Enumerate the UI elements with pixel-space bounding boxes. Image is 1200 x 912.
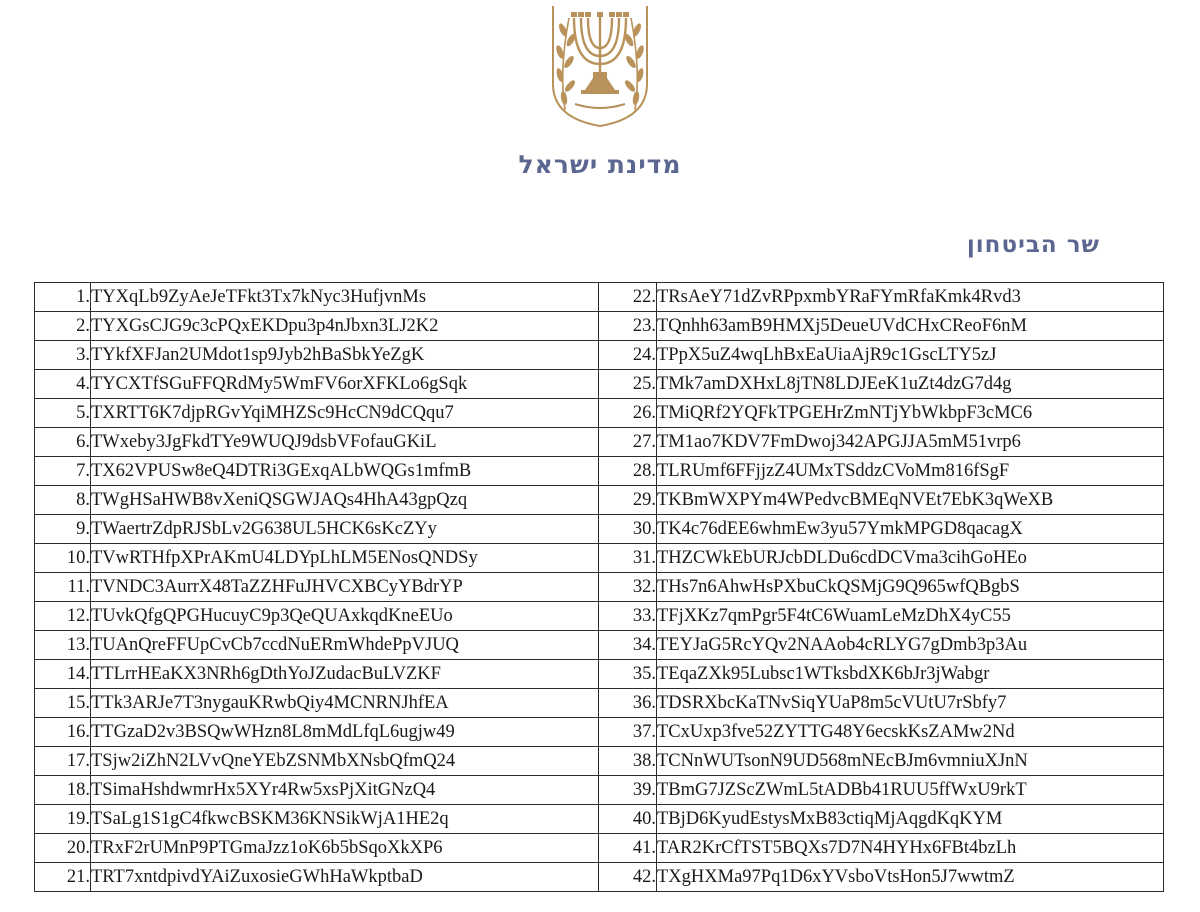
row-number-left: 1. [35,283,91,312]
table-row [35,863,1164,892]
row-number-right: 31. [599,544,657,573]
address-right: TFjXKz7qmPgr5F4tC6WuamLeMzDhX4yC55 [657,602,1164,631]
row-number-left: 7. [35,457,91,486]
table-row [35,602,1164,631]
table-row [35,544,1164,573]
table-row [35,283,1164,312]
address-table-body [35,283,1164,892]
address-right: TXgHXMa97Pq1D6xYVsboVtsHon5J7wwtmZ [657,863,1164,892]
address-left: TWaertrZdpRJSbLv2G638UL5HCK6sKcZYy [91,515,599,544]
address-right: TEYJaG5RcYQv2NAAob4cRLYG7gDmb3p3Au [657,631,1164,660]
table-row [35,573,1164,602]
row-number-left: 16. [35,718,91,747]
address-table [34,282,1164,892]
table-row [35,689,1164,718]
state-name-heading: מדינת ישראל [518,150,682,179]
address-left: TUvkQfgQPGHucuyC9p3QeQUAxkqdKneEUo [91,602,599,631]
table-row [35,486,1164,515]
row-number-left: 18. [35,776,91,805]
address-left: TWgHSaHWB8vXeniQSGWJAQs4HhA43gpQzq [91,486,599,515]
table-row [35,428,1164,457]
address-left: TYXqLb9ZyAeJeTFkt3Tx7kNyc3HufjvnMs [91,283,599,312]
address-right: THZCWkEbURJcbDLDu6cdDCVma3cihGoHEo [657,544,1164,573]
address-right: TLRUmf6FFjjzZ4UMxTSddzCVoMm816fSgF [657,457,1164,486]
row-number-left: 10. [35,544,91,573]
address-right: THs7n6AhwHsPXbuCkQSMjG9Q965wfQBgbS [657,573,1164,602]
row-number-left: 6. [35,428,91,457]
address-left: TYXGsCJG9c3cPQxEKDpu3p4nJbxn3LJ2K2 [91,312,599,341]
address-right: TM1ao7KDV7FmDwoj342APGJJA5mM51vrp6 [657,428,1164,457]
row-number-right: 41. [599,834,657,863]
row-number-left: 20. [35,834,91,863]
table-row [35,457,1164,486]
table-row [35,399,1164,428]
row-number-left: 2. [35,312,91,341]
table-row [35,660,1164,689]
address-left: TSjw2iZhN2LVvQneYEbZSNMbXNsbQfmQ24 [91,747,599,776]
address-right: TBjD6KyudEstysMxB83ctiqMjAqgdKqKYM [657,805,1164,834]
row-number-right: 38. [599,747,657,776]
row-number-left: 12. [35,602,91,631]
row-number-left: 19. [35,805,91,834]
row-number-right: 29. [599,486,657,515]
row-number-right: 32. [599,573,657,602]
address-right: TQnhh63amB9HMXj5DeueUVdCHxCReoF6nM [657,312,1164,341]
row-number-left: 11. [35,573,91,602]
row-number-right: 23. [599,312,657,341]
table-row [35,341,1164,370]
row-number-right: 25. [599,370,657,399]
row-number-left: 15. [35,689,91,718]
row-number-left: 21. [35,863,91,892]
address-right: TDSRXbcKaTNvSiqYUaP8m5cVUtU7rSbfy7 [657,689,1164,718]
address-right: TCxUxp3fve52ZYTTG48Y6ecskKsZAMw2Nd [657,718,1164,747]
row-number-left: 9. [35,515,91,544]
address-left: TSaLg1S1gC4fkwcBSKM36KNSikWjA1HE2q [91,805,599,834]
row-number-left: 3. [35,341,91,370]
state-emblem [545,0,655,128]
row-number-left: 4. [35,370,91,399]
table-row [35,370,1164,399]
address-left: TTGzaD2v3BSQwWHzn8L8mMdLfqL6ugjw49 [91,718,599,747]
table-row [35,747,1164,776]
table-row [35,312,1164,341]
address-left: TSimaHshdwmrHx5XYr4Rw5xsPjXitGNzQ4 [91,776,599,805]
row-number-right: 42. [599,863,657,892]
table-row [35,631,1164,660]
address-right: TMiQRf2YQFkTPGEHrZmNTjYbWkbpF3cMC6 [657,399,1164,428]
address-left: TRT7xntdpivdYAiZuxosieGWhHaWkptbaD [91,863,599,892]
row-number-right: 26. [599,399,657,428]
address-left: TTLrrHEaKX3NRh6gDthYoJZudacBuLVZKF [91,660,599,689]
table-row [35,718,1164,747]
row-number-right: 27. [599,428,657,457]
address-right: TKBmWXPYm4WPedvcBMEqNVEt7EbK3qWeXB [657,486,1164,515]
address-right: TAR2KrCfTST5BQXs7D7N4HYHx6FBt4bzLh [657,834,1164,863]
row-number-right: 36. [599,689,657,718]
address-right: TRsAeY71dZvRPpxmbYRaFYmRfaKmk4Rvd3 [657,283,1164,312]
address-right: TBmG7JZScZWmL5tADBb41RUU5ffWxU9rkT [657,776,1164,805]
address-left: TVwRTHfpXPrAKmU4LDYpLhLM5ENosQNDSy [91,544,599,573]
row-number-right: 35. [599,660,657,689]
row-number-right: 30. [599,515,657,544]
address-left: TTk3ARJe7T3nygauKRwbQiy4MCNRNJhfEA [91,689,599,718]
row-number-right: 40. [599,805,657,834]
address-left: TYCXTfSGuFFQRdMy5WmFV6orXFKLo6gSqk [91,370,599,399]
ministry-heading: שר הביטחון [966,232,1100,258]
row-number-left: 8. [35,486,91,515]
row-number-right: 22. [599,283,657,312]
address-right: TPpX5uZ4wqLhBxEaUiaAjR9c1GscLTY5zJ [657,341,1164,370]
address-left: TX62VPUSw8eQ4DTRi3GExqALbWQGs1mfmB [91,457,599,486]
address-left: TXRTT6K7djpRGvYqiMHZSc9HcCN9dCQqu7 [91,399,599,428]
row-number-right: 37. [599,718,657,747]
address-left: TRxF2rUMnP9PTGmaJzz1oK6b5bSqoXkXP6 [91,834,599,863]
table-row [35,805,1164,834]
address-left: TYkfXFJan2UMdot1sp9Jyb2hBaSbkYeZgK [91,341,599,370]
address-right: TK4c76dEE6whmEw3yu57YmkMPGD8qacagX [657,515,1164,544]
address-right: TCNnWUTsonN9UD568mNEcBJm6vmniuXJnN [657,747,1164,776]
address-left: TVNDC3AurrX48TaZZHFuJHVCXBCyYBdrYP [91,573,599,602]
address-left: TWxeby3JgFkdTYe9WUQJ9dsbVFofauGKiL [91,428,599,457]
menorah-emblem-icon [545,0,655,128]
row-number-left: 5. [35,399,91,428]
table-row [35,515,1164,544]
address-right: TMk7amDXHxL8jTN8LDJEeK1uZt4dzG7d4g [657,370,1164,399]
row-number-left: 14. [35,660,91,689]
address-right: TEqaZXk95Lubsc1WTksbdXK6bJr3jWabgr [657,660,1164,689]
address-left: TUAnQreFFUpCvCb7ccdNuERmWhdePpVJUQ [91,631,599,660]
table-row [35,834,1164,863]
table-row [35,776,1164,805]
row-number-left: 17. [35,747,91,776]
row-number-left: 13. [35,631,91,660]
row-number-right: 33. [599,602,657,631]
row-number-right: 39. [599,776,657,805]
row-number-right: 28. [599,457,657,486]
row-number-right: 24. [599,341,657,370]
row-number-right: 34. [599,631,657,660]
